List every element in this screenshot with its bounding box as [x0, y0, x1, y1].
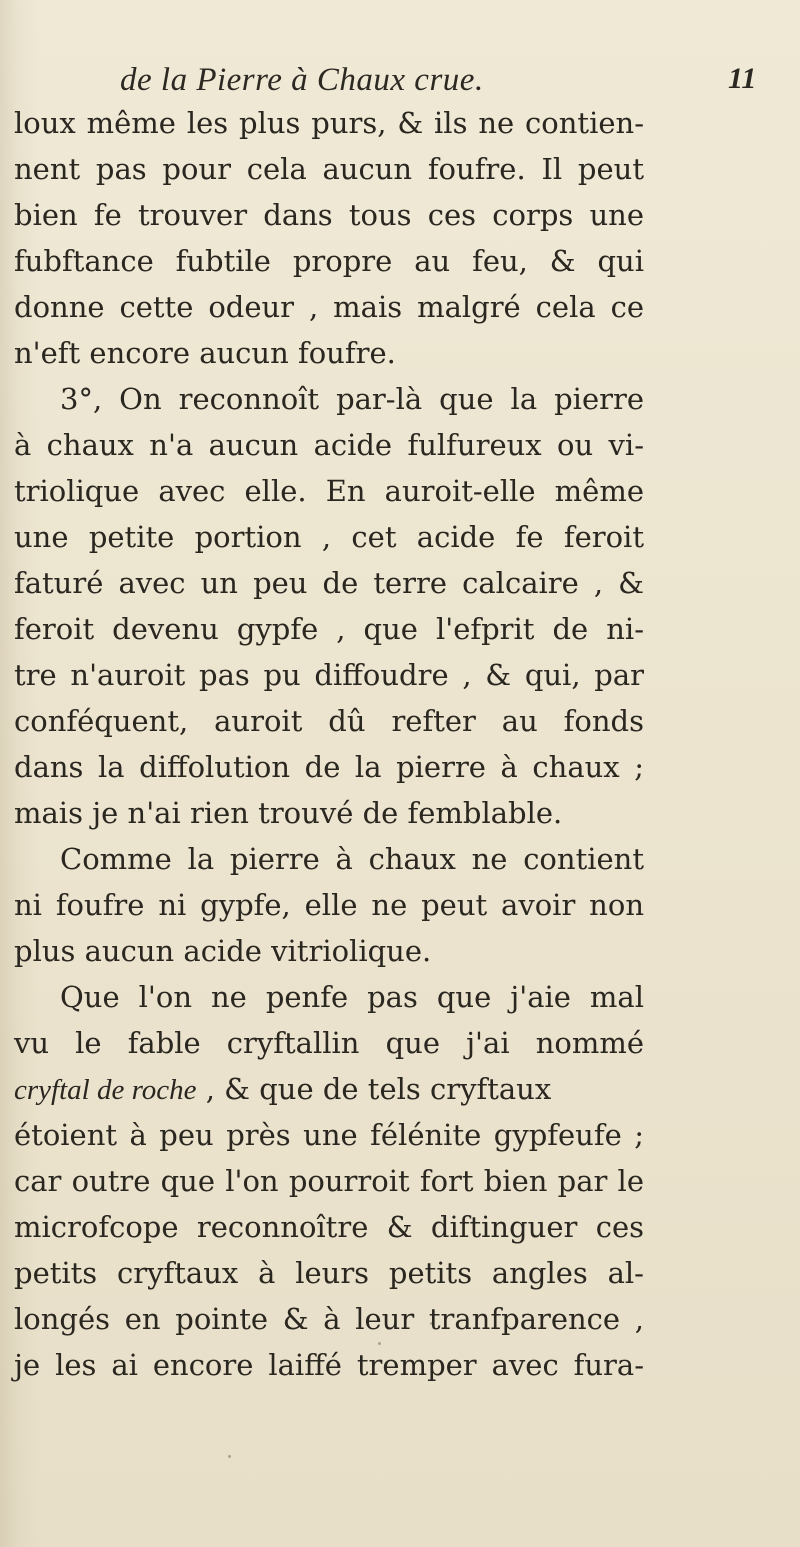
text-line: triolique avec elle. En auroit-elle même [14, 474, 644, 508]
text-line: une petite portion , cet acide fe feroit [14, 520, 644, 554]
paper-speck [430, 1322, 433, 1325]
text-line: ni foufre ni gypfe, elle ne peut avoir non [14, 888, 644, 922]
text-line: je les ai encore laiffé tremper avec fura- [14, 1348, 644, 1382]
text-run: , & que de tels cryftaux [196, 1072, 552, 1106]
running-head-title: de la Pierre à Chaux crue. [120, 62, 484, 98]
text-line: loux même les plus purs, & ils ne contien- [14, 106, 644, 140]
text-line: petits cryftaux à leurs petits angles al- [14, 1256, 644, 1290]
paragraph-start-line: 3°, On reconnoît par-là que la pierre [60, 382, 644, 416]
text-line: bien fe trouver dans tous ces corps une [14, 198, 644, 232]
text-line: dans la diffolution de la pierre à chaux ; [14, 750, 644, 784]
paragraph-start-line: Que l'on ne penfe pas que j'aie mal [60, 980, 644, 1014]
text-line: faturé avec un peu de terre calcaire , & [14, 566, 644, 600]
running-head [0, 62, 800, 102]
text-line: car outre que l'on pourroit fort bien par le [14, 1164, 644, 1198]
paper-speck [228, 1455, 231, 1458]
text-line: nent pas pour cela aucun foufre. Il peut [14, 152, 644, 186]
text-line: fubftance fubtile propre au feu, & qui [14, 244, 644, 278]
paragraph-start-line: Comme la pierre à chaux ne contient [60, 842, 644, 876]
text-line: à chaux n'a aucun acide fulfureux ou vi- [14, 428, 644, 462]
paper-speck [378, 1342, 381, 1345]
text-line-mixed [14, 1066, 644, 1112]
page-number: 11 [728, 62, 757, 95]
text-line: tre n'auroit pas pu diffoudre , & qui, par [14, 658, 644, 692]
text-line: feroit devenu gypfe , que l'efprit de ni- [14, 612, 644, 646]
text-line: étoient à peu près une félénite gypfeufe ; [14, 1118, 644, 1152]
text-line: donne cette odeur , mais malgré cela ce [14, 290, 644, 324]
italic-term: cryftal de roche [14, 1074, 197, 1106]
text-line: mais je n'ai rien trouvé de femblable. [14, 796, 563, 830]
text-line: conféquent, auroit dû refter au fonds [14, 704, 644, 738]
text-line: vu le fable cryftallin que j'ai nommé [14, 1026, 644, 1060]
text-line: longés en pointe & à leur tranfparence , [14, 1302, 644, 1336]
text-line: microfcope reconnoître & diftinguer ces [14, 1210, 644, 1244]
text-line: n'eft encore aucun foufre. [14, 336, 396, 370]
text-line: plus aucun acide vitriolique. [14, 934, 432, 968]
